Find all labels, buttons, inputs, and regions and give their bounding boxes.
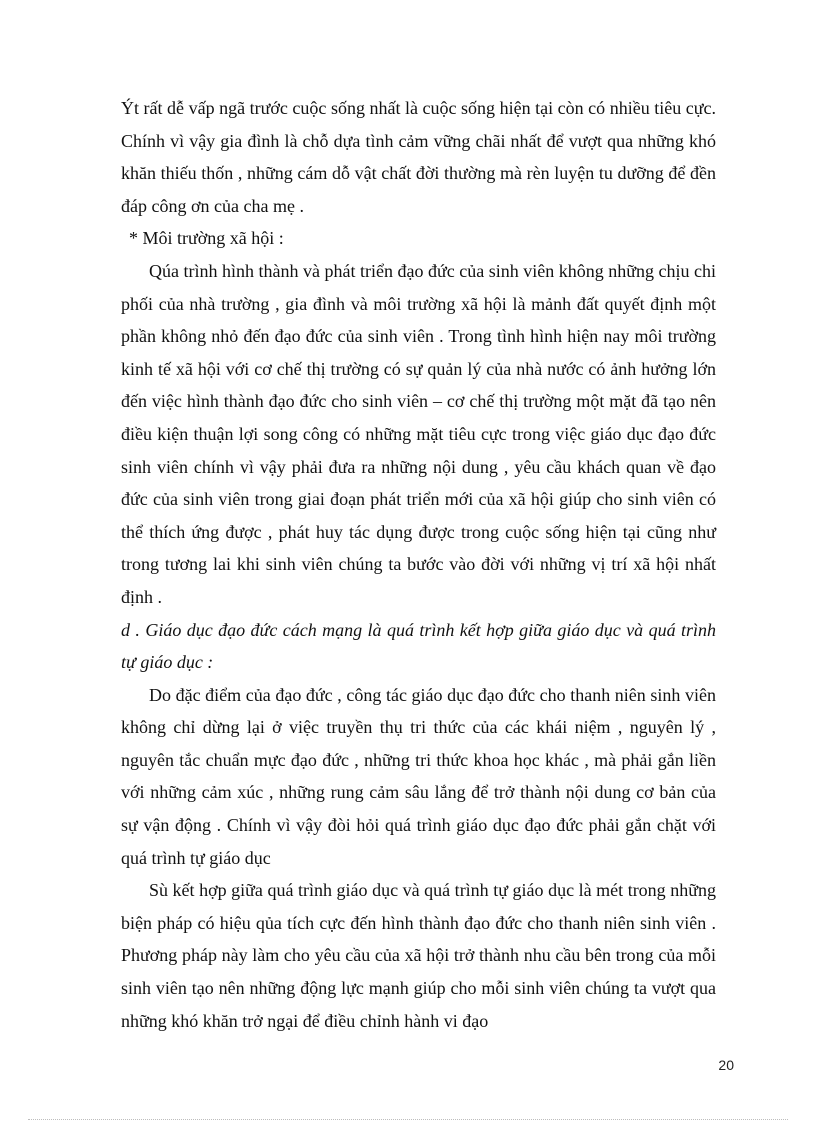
section-heading-social-environment: * Môi trường xã hội : <box>129 228 284 249</box>
section-heading-moral-education: d . Giáo dục đạo đức cách mạng là quá trình kết hợp giữa giáo dục và quá trình tự giáo dục : <box>121 619 716 673</box>
paragraph-education-combination: Sù kết hợp giữa quá trình giáo dục và quá trình tự giáo dục là mét trong những biện pháp có hiệu qủa tích cực đến hình thành đạo đức cho thanh niên sinh viên . Phương pháp này làm cho yêu cầu của xã hội trở thành nhu cầu bên trong của mỗi sinh viên tạo nên những động lực mạnh giúp cho mỗi sinh viên chúng ta vượt qua những khó khăn trở ngại để điều chỉnh hành vi đạo <box>121 880 716 1031</box>
paragraph-continuation: Ýt rất dễ vấp ngã trước cuộc sống nhất là cuộc sống hiện tại còn có nhiều tiêu cực. Chính vì vậy gia đình là chỗ dựa tình cảm vững chãi nhất để vượt qua những khó khăn thiếu thốn , những cám dỗ vật chất đời thường mà rèn luyện tu dưỡng để đền đáp công ơn của cha mẹ . <box>121 98 716 216</box>
paragraph-moral-characteristics: Do đặc điểm của đạo đức , công tác giáo dục đạo đức cho thanh niên sinh viên không chỉ dừng lại ở việc truyền thụ tri thức của các khái niệm , nguyên lý , nguyên tắc chuẩn mực đạo đức , những tri thức khoa học khác , mà phải gắn liền với những cảm xúc , những rung cảm sâu lắng để trở thành nội dung cơ bản của sự vận động . Chính vì vậy đòi hỏi quá trình giáo dục đạo đức phải gắn chặt với quá trình tự giáo dục <box>121 684 716 868</box>
body-text <box>121 92 716 1037</box>
page-number: 20 <box>718 1057 734 1073</box>
paragraph-social-environment: Qúa trình hình thành và phát triển đạo đức của sinh viên không những chịu chi phối của nhà trường , gia đình và môi trường xã hội là mảnh đất quyết định một phần không nhỏ đến đạo đức của sinh viên . Trong tình hình hiện nay môi trường kinh tế xã hội với cơ chế thị trường có sự quản lý của nhà nước có ảnh hưởng lớn đến việc hình thành đạo đức cho sinh viên – cơ chế thị trường một mặt đã tạo nên điều kiện thuận lợi song công có những mặt tiêu cực trong việc giáo dục đạo đức sinh viên chính vì vậy phải đưa ra những nội dung , yêu cầu khách quan về đạo đức của sinh viên trong giai đoạn phát triển mới của xã hội giúp cho sinh viên có thể thích ứng được , phát huy tác dụng được trong cuộc sống hiện tại cũng như trong tương lai khi sinh viên chúng ta bước vào đời với những vị trí xã hội nhất định . <box>121 260 716 607</box>
footer-divider <box>28 1119 788 1120</box>
